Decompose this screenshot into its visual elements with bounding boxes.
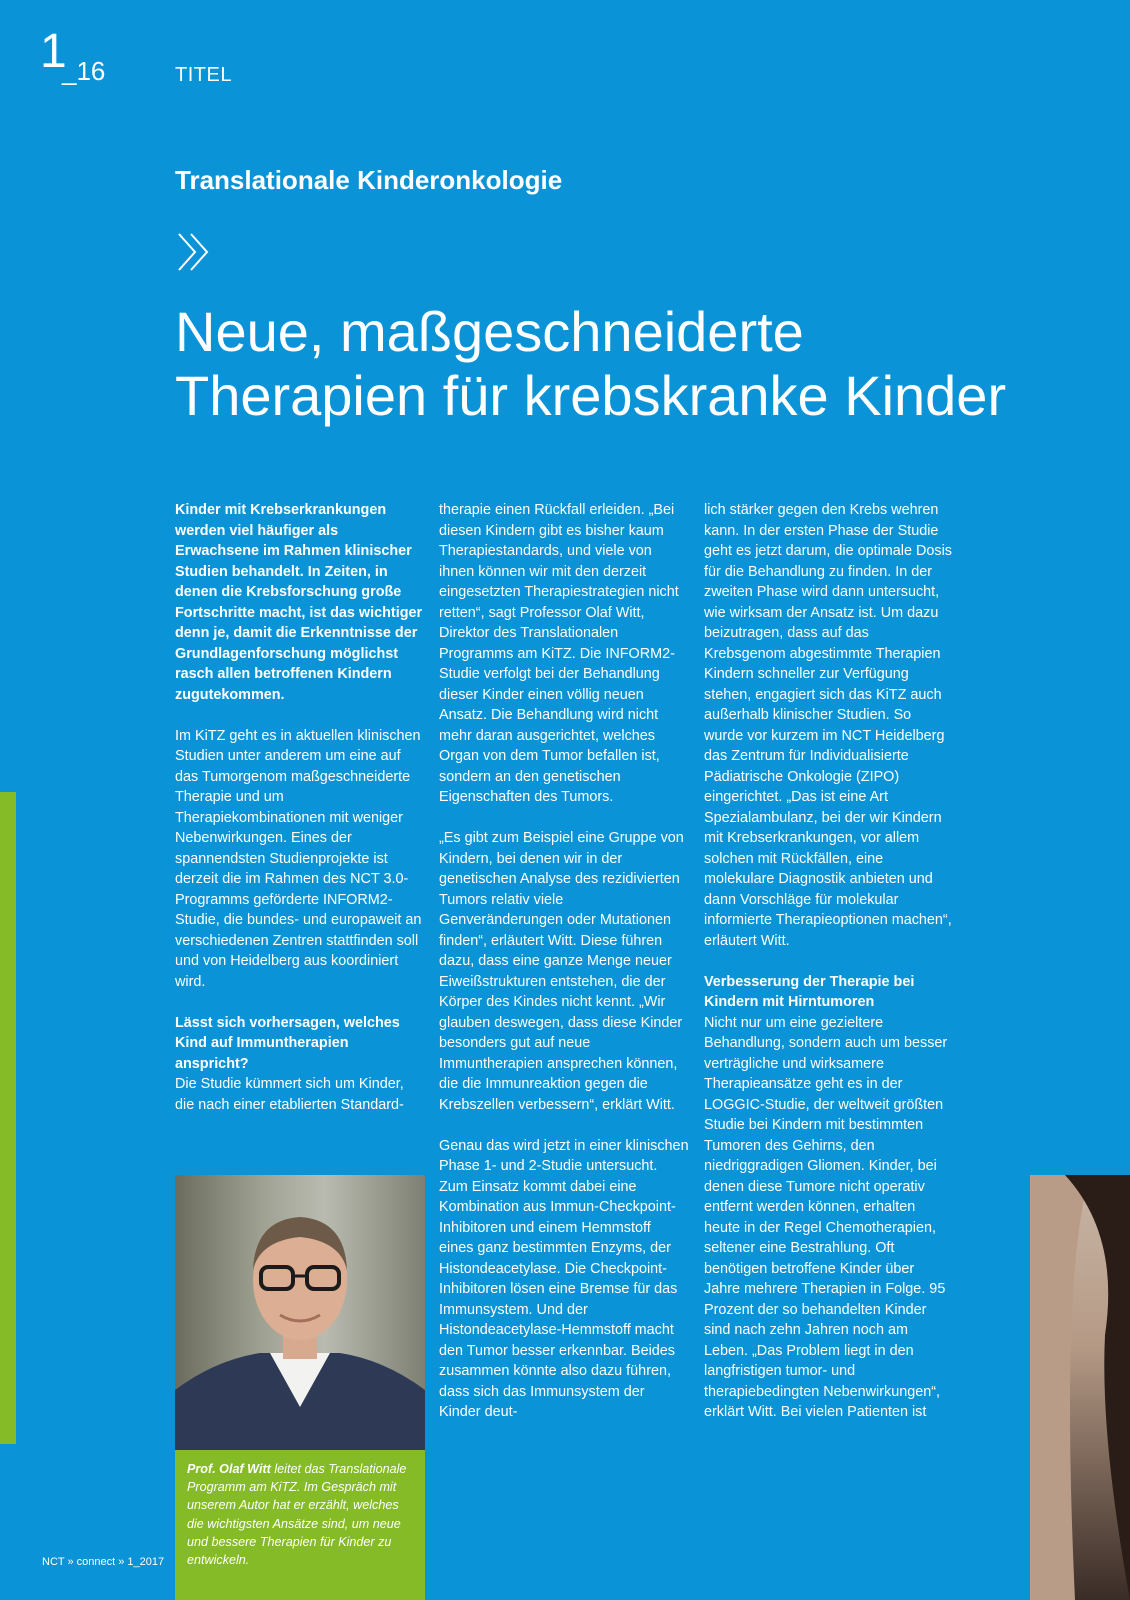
portrait-illustration bbox=[175, 1175, 425, 1450]
text-column-2 bbox=[439, 500, 689, 1423]
edge-photo bbox=[1030, 1175, 1130, 1600]
body-paragraph: „Es gibt zum Beispiel eine Gruppe von Kindern, bei denen wir in der genetischen Analyse des rezidivierten Tumors relativ viele Genveränderungen oder Mutationen finden“, erläutert Witt. Diese führen dazu, dass eine ganze Menge neuer Eiweißstrukturen entstehen, die der Körper des Kindes nicht kennt. „Wir glauben deswegen, dass diese Kinder besonders gut auf neue Immuntherapien ansprechen können, die die Immunreaktion gegen die Krebszellen verbessern“, erklärt Witt. bbox=[439, 830, 684, 1113]
photo-caption bbox=[175, 1450, 425, 1600]
lead-paragraph: Kinder mit Krebserkrankungen werden viel häufiger als Erwachsene im Rahmen klinischer Studien behandelt. In Zeiten, in denen die Krebsforschung große Fortschritte macht, ist das wichtiger denn je, damit die Erkenntnisse der Grundlagenforschung möglichst rasch allen betroffenen Kindern zugutekommen. bbox=[175, 502, 423, 703]
footer-credit: NCT » connect » 1_2017 bbox=[42, 1556, 165, 1568]
headline-line: Neue, maßgeschneiderte bbox=[175, 300, 804, 363]
article-headline bbox=[175, 300, 1105, 428]
subheading: Lässt sich vorhersagen, welches Kind auf Immuntherapien anspricht? bbox=[175, 1014, 400, 1072]
body-paragraph: lich stärker gegen den Krebs wehren kann. In der ersten Phase der Studie geht es jetzt darum, die optimale Dosis für die Behandlung zu finden. In der zweiten Phase wird dann untersucht, wie wirksam der Ansatz ist. Um dazu beizutragen, dass auf das Krebsgenom abgestimmte Therapien Kindern schneller zur Verfügung stehen, engagiert sich das KiTZ auch außerhalb klinischer Studien. So wurde vor kurzem im NCT Heidelberg das Zentrum für Individualisierte Pädiatrische Onkologie (ZIPO) eingerichtet. „Das ist eine Art Spezialambulanz, bei der wir Kindern mit Krebserkrankungen, vor allem solchen mit Rückfällen, eine molekulare Diagnostik anbieten und dann Vorschläge für molekular informierte Therapieoptionen machen“, erläutert Witt. bbox=[704, 502, 952, 949]
caption-text: leitet das Translationale Programm am KiTZ. Im Gespräch mit unserem Autor hat er erzählt, welches die wichtigsten Ansätze sind, um neue und bessere Therapien für Kinder zu entwickeln. bbox=[187, 1462, 407, 1568]
body-paragraph: Genau das wird jetzt in einer klinischen Phase 1- und 2-Studie untersucht. Zum Einsatz kommt dabei eine Kombination aus Immun-Checkpoint-Inhibitoren und einem Hemmstoff eines ganz bestimmten Enzyms, der Histondeacetylase. Die Checkpoint-Inhibitoren lösen eine Bremse für das Immunsystem. Und der Histondeacetylase-Hemmstoff macht den Tumor besser erkennbar. Beides zusammen könnte also dazu führen, dass sich das Immunsystem der Kinder deut- bbox=[439, 1137, 689, 1420]
headline-line: Therapien für krebskranke Kinder bbox=[175, 364, 1007, 427]
accent-bar bbox=[0, 792, 16, 1444]
portrait-photo bbox=[175, 1175, 425, 1450]
subheading: Verbesserung der Therapie bei Kindern mit Hirntumoren bbox=[704, 973, 915, 1010]
body-paragraph: Nicht nur um eine gezieltere Behandlung, sondern auch um besser verträgliche und wirksamere Therapieansätze geht es in der LOGGIC-Studie, der weltweit größten Studie bei Kindern mit bestimmten Tumoren des Gehirns, den niedriggradigen Gliomen. Kinder, bei denen diese Tumore nicht operativ entfernt werden können, erhalten heute in der Regel Chemotherapien, seltener eine Bestrahlung. Oft benötigen betroffene Kinder über Jahre mehrere Therapien in Folge. 95 Prozent der so behandelten Kinder sind nach zehn Jahren noch am Leben. „Das Problem liegt in den langfristigen tumor- und therapiebedingten Nebenwirkungen“, erklärt Witt. Bei vielen Patienten ist bbox=[704, 1014, 948, 1420]
body-paragraph: Die Studie kümmert sich um Kinder, die nach einer etablierten Standard- bbox=[175, 1076, 404, 1113]
article-kicker: Translationale Kinderonkologie bbox=[175, 165, 563, 195]
body-paragraph: Im KiTZ geht es in aktuellen klinischen Studien unter anderem um eine auf das Tumorgenom maßgeschneiderte Therapie und um Therapiekombinationen mit weniger Nebenwirkungen. Eines der spannendsten Studienprojekte ist derzeit die im Rahmen des NCT 3.0-Programms geförderte INFORM2-Studie, die bundes- und europaweit an verschiedenen Zentren stattfinden soll und von Heidelberg aus koordiniert wird. bbox=[175, 727, 422, 990]
section-label: TITEL bbox=[175, 64, 232, 86]
edge-photo-illustration bbox=[1030, 1175, 1130, 1600]
page-number-suffix: _16 bbox=[62, 56, 106, 86]
page-number: 1 bbox=[40, 25, 67, 78]
text-column-3 bbox=[704, 500, 954, 1423]
caption-name: Prof. Olaf Witt bbox=[187, 1462, 271, 1476]
body-paragraph: therapie einen Rückfall erleiden. „Bei diesen Kindern gibt es bisher kaum Therapiestandards, und viele von ihnen können wir mit den derzeit eingesetzten Therapiestrategien nicht retten“, sagt Professor Olaf Witt, Direktor des Translationalen Programms am KiTZ. Die INFORM2-Studie verfolgt bei der Behandlung dieser Kinder einen völlig neuen Ansatz. Die Behandlung wird nicht mehr daran ausgerichtet, welches Organ von dem Tumor befallen ist, sondern an den genetischen Eigenschaften des Tumors. bbox=[439, 502, 679, 805]
text-column-1 bbox=[175, 500, 425, 1115]
double-chevron-icon bbox=[175, 230, 215, 274]
